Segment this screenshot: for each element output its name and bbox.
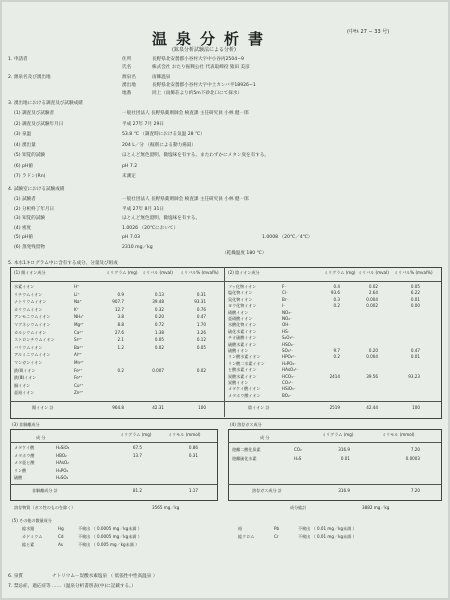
cation-name: バリウムイオン bbox=[14, 344, 43, 350]
trace-symbol: Cr bbox=[274, 534, 279, 539]
trace-name: 総クロム bbox=[238, 534, 255, 539]
nondissociated-name: メタホウ酸 bbox=[14, 452, 35, 458]
field-label: (2) 分析終了年月日 bbox=[14, 206, 55, 212]
nondissociated-total-mg: 81.2 bbox=[132, 488, 142, 493]
section-7-note: 7. 禁忌症、適応症等 ……（温泉分析書別表(中)に記載する。） bbox=[8, 584, 137, 589]
field-label: (2) 調査及び試験年月日 bbox=[14, 121, 64, 127]
cation-mval: 0.20 bbox=[154, 314, 164, 320]
cation-symbol: Al³⁺ bbox=[74, 352, 82, 358]
trace-title: (5) その他の微量成分 bbox=[12, 518, 52, 523]
anion-mg: 2414 bbox=[329, 373, 340, 379]
field-value: ほとんど無色澄明、微塩味を有する。またわずかにメタン臭を有する。 bbox=[122, 153, 270, 158]
cation-pct: 3.26 bbox=[196, 329, 206, 335]
anion-symbol: Cl⁻ bbox=[282, 290, 289, 296]
anion-symbol: HAsO₄²⁻ bbox=[282, 367, 299, 373]
trace-symbol: Hg bbox=[58, 526, 64, 531]
gas-symbol: H₂S bbox=[294, 455, 302, 461]
field-value: 平成 27年 7月 29日 bbox=[122, 121, 164, 127]
anion-name: 炭酸イオン bbox=[228, 380, 249, 385]
cation-pct: 0.12 bbox=[196, 337, 206, 343]
document-subtitle: (鉱泉分析試験法による分析) bbox=[172, 47, 236, 53]
anion-symbol: CO₃²⁻ bbox=[282, 380, 294, 385]
field-label: (3) 泉温 bbox=[14, 132, 32, 137]
gas-name: 遊離硫化水素 bbox=[232, 455, 257, 461]
name-label: 氏名 bbox=[122, 65, 132, 70]
gas-symbol: CO₂ bbox=[294, 447, 302, 452]
gas-mmol: 7.20 bbox=[410, 447, 420, 452]
nondissociated-name: 硫酸 bbox=[14, 475, 23, 481]
cation-mval: 1.38 bbox=[154, 329, 164, 335]
residue-extra: （乾燥温度 180 ℃） bbox=[222, 251, 267, 256]
location-lot-label: 地番 bbox=[122, 91, 132, 96]
cation-pct: 1.70 bbox=[196, 322, 206, 327]
anion-total-pct: 100 bbox=[412, 405, 420, 410]
nondissociated-symbol: HAsO₂ bbox=[56, 460, 69, 466]
anion-symbol: OH⁻ bbox=[282, 322, 291, 328]
cation-mval: 0.72 bbox=[154, 322, 164, 327]
cation-name: 水素イオン bbox=[14, 284, 35, 289]
anion-pct: 0.00 bbox=[410, 303, 420, 309]
cation-symbol: Na⁺ bbox=[74, 299, 82, 305]
anion-pct: 0.01 bbox=[410, 296, 420, 302]
gas-col-mg: ミリグラム (mg) bbox=[322, 432, 354, 437]
field-value: 一般社団法人 長野県薬剤師会 検査課 主任研究員 小林 健一郎 bbox=[122, 197, 249, 202]
ion-table-header-rule bbox=[10, 281, 441, 282]
nondissociated-mg: 13.7 bbox=[132, 452, 142, 458]
cation-mg: 0.2 bbox=[117, 367, 124, 373]
field-label: (1) 調査及び試験者 bbox=[14, 111, 55, 116]
cation-pct: 93.31 bbox=[194, 299, 206, 305]
field-label: (5) 知覚的試験 bbox=[14, 153, 45, 158]
cation-symbol: Ca²⁺ bbox=[74, 329, 84, 335]
anion-name: 硫酸水素イオン bbox=[228, 341, 257, 347]
anion-symbol: HS⁻ bbox=[282, 328, 290, 334]
cation-pct: 0.31 bbox=[196, 291, 206, 297]
cation-name: 鉄(Ⅲ)イオン bbox=[14, 375, 37, 381]
source-label: 源泉名 bbox=[122, 75, 136, 80]
anion-name: 水酸化物イオン bbox=[228, 322, 257, 328]
section-2-heading: 2. 源泉名及び湧出地 bbox=[8, 75, 51, 80]
nondissociated-name: リン酸 bbox=[14, 467, 27, 473]
field-value: 一般社団法人 長野県薬剤師会 検査課 主任研究員 小林 健一郎 bbox=[122, 111, 249, 116]
nondissociated-title: (3) 非解離成分 bbox=[12, 422, 40, 427]
anion-mval: 0.004 bbox=[366, 354, 378, 360]
gas-col-mmol: ミリモル (mmol) bbox=[382, 432, 415, 437]
cation-mg: 0.9 bbox=[117, 291, 124, 297]
cation-name: リチウムイオン bbox=[14, 291, 43, 297]
anion-mval: 2.64 bbox=[368, 290, 378, 296]
location-detail: 同上（雨飾荘より約5m下砂北口にて採水） bbox=[152, 91, 243, 96]
cation-name: 銅イオン bbox=[14, 382, 31, 388]
density-extra: 1.0008 （20℃／4℃） bbox=[262, 235, 313, 240]
trace-name: カドミウム bbox=[22, 534, 43, 539]
nondissociated-total-rule bbox=[10, 484, 217, 485]
trace-name: 総ヒ素 bbox=[22, 542, 35, 547]
applicant-name: 株式会社 おたり振興公社 代表取締役 猿田 美彦 bbox=[152, 65, 250, 70]
field-value: pH 7.03 bbox=[122, 235, 141, 241]
trace-value: 不検出 （ 0.01 mg／kg未満 ） bbox=[298, 534, 357, 539]
location-label: 湧出地 bbox=[122, 83, 136, 88]
solute-value: 3565 mg／kg bbox=[152, 505, 180, 510]
trace-value: 不検出 （ 0.0005 mg／kg未満 ） bbox=[78, 534, 142, 539]
trace-name: 鉛 bbox=[238, 526, 243, 531]
anion-name: 炭酸水素イオン bbox=[228, 373, 257, 379]
cation-total-mg: 964.8 bbox=[112, 405, 124, 410]
anion-name: メタケイ酸イオン bbox=[228, 386, 261, 392]
cation-mval: 0.02 bbox=[154, 344, 164, 350]
anion-mval: 0.004 bbox=[366, 296, 378, 302]
document-number: (中ｻﾙ 27 − 33 号) bbox=[347, 29, 390, 35]
cation-name: カリウムイオン bbox=[14, 306, 43, 312]
anion-mg: 0.2 bbox=[333, 354, 340, 360]
trace-symbol: Cd bbox=[58, 534, 64, 539]
cation-pct: 0.02 bbox=[196, 367, 206, 373]
anion-mg: 0.4 bbox=[333, 284, 340, 289]
nondissociated-col-mmol: ミリモル (mmol) bbox=[168, 432, 201, 437]
cation-symbol: H⁺ bbox=[74, 284, 80, 289]
cation-mval: 0.13 bbox=[154, 291, 164, 297]
cation-mg: 2.1 bbox=[117, 337, 124, 343]
section-4-heading: 4. 試験室における試験成績 bbox=[8, 187, 65, 192]
cation-mg: 8.8 bbox=[117, 322, 124, 327]
gas-total-mmol: 7.20 bbox=[410, 488, 420, 493]
cation-mval: 0.007 bbox=[152, 367, 164, 373]
cation-name: マグネシウムイオン bbox=[14, 322, 51, 327]
anion-name: 硫化水素イオン bbox=[228, 328, 257, 334]
anion-total-label: 陰イオン 計 bbox=[248, 405, 270, 410]
anion-title: (2) 陰イオン成分 bbox=[228, 270, 260, 275]
anion-symbol: F⁻ bbox=[282, 284, 287, 289]
anion-name: リン酸二水素イオン bbox=[228, 360, 265, 366]
trace-value: 不検出 （ 0.005 mg／kg未満 ） bbox=[78, 542, 140, 547]
field-value: 53.8 ℃ （調査時における気温 28 ℃） bbox=[122, 132, 205, 137]
anion-name: ヒ酸水素イオン bbox=[228, 367, 257, 373]
cation-name: ストロンチウムイオン bbox=[14, 337, 55, 343]
anion-mval: 0.02 bbox=[368, 284, 378, 289]
address-label: 住所 bbox=[122, 57, 132, 62]
anion-symbol: NO₂⁻ bbox=[282, 316, 293, 321]
solute-label: 溶存物質（ガス性のものを除く） bbox=[14, 505, 76, 510]
anion-total-mval: 42.44 bbox=[366, 405, 378, 410]
gas-total-rule bbox=[228, 484, 441, 485]
cation-col-pct: ミリバル% (mval%) bbox=[180, 270, 219, 275]
cation-pct: 0.05 bbox=[196, 344, 206, 350]
cation-name: カルシウムイオン bbox=[14, 329, 47, 335]
gas-total-label: 溶存ガス成分 計 bbox=[252, 488, 282, 493]
anion-mg: 9.7 bbox=[333, 348, 340, 353]
nondissociated-symbol: HBO₂ bbox=[56, 452, 67, 458]
anion-symbol: H₂PO₄⁻ bbox=[282, 360, 297, 366]
anion-symbol: Br⁻ bbox=[282, 296, 289, 302]
section-5-heading: 5. 本水1キログラム中に含有する成分、分量及び組成 bbox=[8, 261, 118, 266]
cation-symbol: Sr²⁺ bbox=[74, 337, 83, 343]
cation-mg: 27.6 bbox=[114, 329, 124, 335]
cation-name: アルミニウムイオン bbox=[14, 352, 51, 358]
composition-value: 3882 mg／kg bbox=[362, 505, 390, 510]
anion-total-mg: 2519 bbox=[329, 405, 340, 410]
nondissociated-name: メタ亜ヒ酸 bbox=[14, 460, 35, 466]
anion-name: チオ硫酸イオン bbox=[228, 335, 257, 341]
anion-name: メタホウ酸イオン bbox=[228, 392, 261, 398]
anion-pct: 93.23 bbox=[408, 373, 420, 379]
composition-label: 成分総計 bbox=[290, 505, 307, 510]
nondissociated-total-mmol: 1.17 bbox=[188, 488, 198, 493]
field-label: (7) ラドン(Rn) bbox=[14, 174, 46, 179]
field-label: (6) pH値 bbox=[14, 163, 33, 169]
anion-symbol: S₂O₃²⁻ bbox=[282, 335, 295, 341]
cation-mval: 0.05 bbox=[154, 337, 164, 343]
cation-symbol: K⁺ bbox=[74, 306, 79, 312]
gas-name: 遊離二酸化炭素 bbox=[232, 447, 261, 452]
nondissociated-name: メタケイ酸 bbox=[14, 445, 35, 450]
source-name: 雨飾温泉 bbox=[152, 75, 171, 80]
anion-name: 臭化物イオン bbox=[228, 296, 253, 302]
nondissociated-header-rule bbox=[10, 442, 217, 443]
field-label: (1) 試験者 bbox=[14, 197, 36, 202]
nondissociated-mmol: 0.31 bbox=[188, 452, 198, 458]
gas-col-comp: 成 分 bbox=[260, 435, 270, 440]
cation-mg: 1.2 bbox=[117, 344, 124, 350]
field-value: 2310 mg／kg bbox=[122, 245, 153, 250]
cation-name: アンモニウムイオン bbox=[14, 314, 51, 320]
field-label: (4) 密度 bbox=[14, 225, 32, 231]
gas-mg: 0.01 bbox=[340, 455, 350, 461]
anion-name: 硫酸イオン bbox=[228, 348, 249, 353]
section-3-heading: 3. 湧出地における調査及び試験成績 bbox=[8, 101, 83, 106]
cation-symbol: Zn²⁺ bbox=[74, 390, 84, 396]
anion-name: フッ化物イオン bbox=[228, 284, 257, 289]
cation-symbol: Li⁺ bbox=[74, 291, 80, 297]
anion-symbol: HCO₃⁻ bbox=[282, 373, 295, 379]
anion-symbol: NO₃⁻ bbox=[282, 309, 293, 315]
anion-symbol: SO₄²⁻ bbox=[282, 348, 294, 353]
cation-symbol: Fe³⁺ bbox=[74, 375, 83, 381]
anion-mval: 0.002 bbox=[366, 303, 378, 309]
ion-table-divider bbox=[224, 267, 225, 417]
anion-pct: 6.22 bbox=[410, 290, 420, 296]
cation-symbol: Cu²⁺ bbox=[74, 382, 84, 388]
cation-symbol: Ba²⁺ bbox=[74, 344, 84, 350]
anion-symbol: HSO₄⁻ bbox=[282, 341, 295, 347]
cation-title: (1) 陽イオン成分 bbox=[14, 270, 46, 275]
trace-symbol: As bbox=[58, 542, 63, 547]
field-value: 未測定 bbox=[122, 174, 136, 179]
cation-total-mval: 42.31 bbox=[152, 405, 164, 410]
anion-pct: 0.01 bbox=[410, 354, 420, 360]
anion-col-mval: ミリバル (mval) bbox=[358, 270, 389, 275]
anion-col-pct: ミリバル% (mval%) bbox=[394, 270, 433, 275]
anion-mval: 0.20 bbox=[368, 348, 378, 353]
cation-col-mg: ミリグラム (mg) bbox=[106, 270, 138, 275]
anion-symbol: BO₂⁻ bbox=[282, 392, 292, 398]
trace-name: 総水銀 bbox=[22, 526, 35, 531]
anion-pct: 0.47 bbox=[410, 348, 420, 353]
ion-table-total-rule bbox=[10, 401, 441, 402]
cation-total-label: 陽イオン 計 bbox=[32, 405, 54, 410]
anion-mval: 39.56 bbox=[366, 373, 378, 379]
field-label: (6) 蒸発残留物 bbox=[14, 245, 45, 250]
cation-total-pct: 100 bbox=[198, 405, 206, 410]
anion-name: 塩化物イオン bbox=[228, 290, 253, 296]
cation-mval: 0.32 bbox=[154, 306, 164, 312]
field-label: (3) 知覚的試験 bbox=[14, 216, 45, 222]
trace-value: 不検出 （ 0.0005 mg／kg未満 ） bbox=[78, 526, 142, 531]
nondissociated-total-label: 非解離成分 計 bbox=[32, 488, 58, 493]
cation-mg: 12.7 bbox=[114, 306, 124, 312]
nondissociated-symbol: H₂SiO₃ bbox=[56, 445, 70, 450]
cation-mg: 3.8 bbox=[117, 314, 124, 320]
gas-title: (4) 溶存ガス成分 bbox=[230, 422, 262, 427]
anion-col-mg: ミリグラム (mg) bbox=[324, 270, 356, 275]
trace-value: 不検出 （ 0.01 mg／kg未満 ） bbox=[298, 526, 357, 531]
spring-quality: ナトリウム－炭酸水素塩泉 （ 低張性中性高温泉 ） bbox=[52, 574, 158, 579]
cation-name: マンガンイオン bbox=[14, 360, 43, 365]
anion-name: 亜硝酸イオン bbox=[228, 316, 253, 321]
cation-symbol: Mn²⁺ bbox=[74, 360, 84, 365]
nondissociated-mmol: 0.86 bbox=[188, 445, 198, 450]
cation-symbol: Mg²⁺ bbox=[74, 322, 84, 327]
cation-name: ナトリウムイオン bbox=[14, 299, 47, 305]
field-value: pH 7.2 bbox=[122, 163, 138, 169]
nondissociated-mg: 67.5 bbox=[132, 445, 142, 450]
cation-pct: 0.76 bbox=[196, 306, 206, 312]
field-value: 1.0026 （20℃において） bbox=[122, 225, 179, 231]
anion-name: 硝酸イオン bbox=[228, 309, 249, 315]
anion-symbol: I⁻ bbox=[282, 303, 286, 309]
cation-pct: 0.47 bbox=[196, 314, 206, 320]
cation-symbol: Fe²⁺ bbox=[74, 367, 83, 373]
gas-mmol: 0.0003 bbox=[405, 455, 420, 461]
cation-col-mval: ミリバル (mval) bbox=[142, 270, 173, 275]
section-6-heading: 6. 泉質 bbox=[8, 574, 24, 579]
gas-mg: 316.9 bbox=[338, 447, 350, 452]
field-value: 204 L／分 （掘削による動力揚湯） bbox=[122, 142, 196, 148]
cation-name: 亜鉛イオン bbox=[14, 390, 35, 396]
anion-pct: 0.05 bbox=[410, 284, 420, 289]
anion-name: ヨウ化物イオン bbox=[228, 303, 257, 309]
section-1-heading: 1. 申請者 bbox=[8, 57, 28, 62]
applicant-address: 長野県北安曇郡小谷村大字中小谷丙2504−9 bbox=[152, 57, 244, 62]
cation-name: 鉄(Ⅱ)イオン bbox=[14, 367, 36, 373]
anion-name: リン酸水素イオン bbox=[228, 354, 261, 360]
gas-header-rule bbox=[228, 442, 441, 443]
field-value: ほとんど無色澄明、微塩味を有する。 bbox=[122, 216, 201, 222]
cation-mg: 907.7 bbox=[112, 299, 124, 305]
field-label: (5) pH値 bbox=[14, 235, 33, 241]
document-title: 温泉分析書 bbox=[152, 30, 273, 48]
anion-symbol: HPO₄²⁻ bbox=[282, 354, 297, 360]
analysis-document bbox=[2, 2, 448, 598]
field-value: 平成 27年 8月 31日 bbox=[122, 206, 164, 212]
anion-symbol: HSiO₃⁻ bbox=[282, 386, 296, 392]
field-label: (4) 湧出量 bbox=[14, 142, 36, 148]
location-address: 長野県北安曇郡小谷村大字中土カンバ平18926−1 bbox=[152, 83, 256, 88]
cation-symbol: NH₄⁺ bbox=[74, 314, 84, 320]
nondissociated-symbol: H₃PO₄ bbox=[56, 467, 69, 473]
anion-mg: 0.3 bbox=[333, 296, 340, 302]
anion-mg: 0.2 bbox=[333, 303, 340, 309]
anion-mg: 93.6 bbox=[330, 290, 340, 296]
cation-mval: 39.48 bbox=[152, 299, 164, 305]
trace-symbol: Pb bbox=[274, 526, 280, 531]
nondissociated-col-comp: 成 分 bbox=[36, 435, 46, 440]
nondissociated-col-mg: ミリグラム (mg) bbox=[120, 432, 152, 437]
gas-total-mg: 316.9 bbox=[338, 488, 350, 493]
nondissociated-symbol: H₂SO₄ bbox=[56, 475, 69, 481]
